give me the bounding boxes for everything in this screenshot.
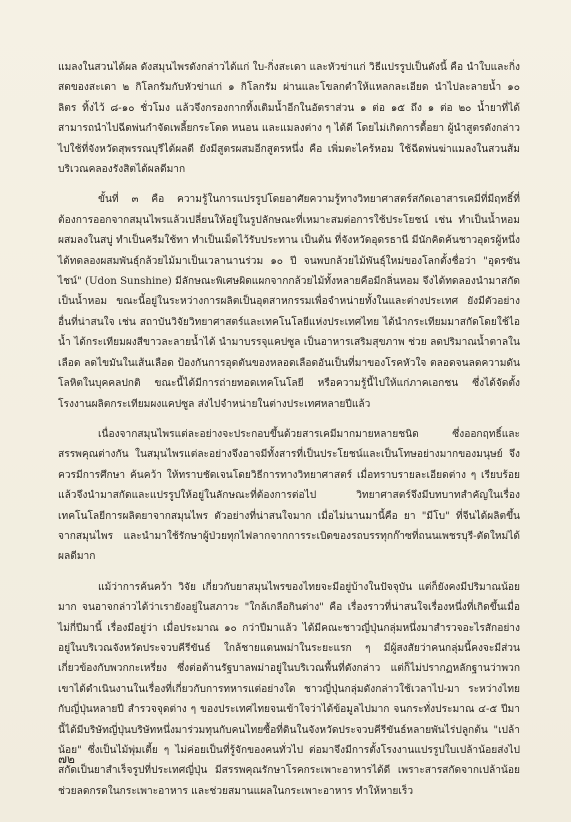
page-number: ๗๒ [58,752,75,766]
paragraph-2: ขั้นที่ ๓ คือ ความรู้ในการแปรรูปโดยอาศัยความรู้ทางวิทยาศาสตร์สกัดเอาสารเคมีที่มีฤทธิ์ที่ต้องการออกจากสมุนไพรแล้วเปลี่ยนให้อยู่ในรูปลักษณะที่เหมาะสมต่อการใช้ประโยชน์ เช่น ทำเป็นน้ำหอมผสมลงในสบู่ ทำเป็นครีมใช้ทา ทำเป็นเม็ดไว้รับประทาน เป็นต้น ที่จังหวัดอุดรธานี มีนักคิดค้นชาวอุดรผู้หนึ่งได้ทดลองผสมพันธุ์กล้วยไม้มาเป็นเวลานานร่วม ๑๐ ปี จนพบกล้วยไม้พันธุ์ใหม่ของโลกตั้งชื่อว่า "อุดรซันไชน์" (Udon Sunshine) มีลักษณะพิเศษผิดแผกจากกล้วยไม้ทั้งหลายคือมีกลิ่นหอม จึงได้ทดลองนำมาสกัดเป็นน้ำหอม ขณะนี้อยู่ในระหว่างการผลิตเป็นอุตสาหกรรมเพื่อจำหน่ายทั้งในและต่างประเทศ ยังมีตัวอย่างอื่นที่น่าสนใจ เช่น สถาบันวิจัยวิทยาศาสตร์และเทคโนโลยีแห่งประเทศไทย ได้นำกระเทียมมาสกัดโดยใช้ไอน้ำ ได้กระเทียมผงสีขาวละลายน้ำได้ นำมาบรรจุแคปซูล เป็นอาหารเสริมสุขภาพ ช่วย ลดปริมาณน้ำตาลในเลือด ลดไขมันในเส้นเลือด ป้องกันการอุดตันของหลอดเลือดอันเป็นที่มาของโรคหัวใจ ตลอดจนลดความดันโลหิตในบุคคลปกติ ขณะนี้ได้มีการถ่ายทอดเทคโนโลยี หรือความรู้นี้ไปให้แก่ภาคเอกชน ซึ่งได้จัดตั้งโรงงานผลิตกระเทียมผงแคปซูล ส่งไปจำหน่ายในต่างประเทศหลายปีแล้ว [58,194,520,410]
paragraph-4: แม้ว่าการค้นคว้า วิจัย เกี่ยวกับยาสมุนไพรของไทยจะมีอยู่บ้างในปัจจุบัน แต่ก็ยังคงมีปริมาณน้อยมาก จนอาจกล่าวได้ว่าเรายังอยู่ในสภาวะ "ใกล้เกลือกินด่าง" คือ เรื่องราวที่น่าสนใจเรื่องหนึ่งที่เกิดขึ้นเมื่อไม่กี่ปีมานี้ เรื่องมีอยู่ว่า เมื่อประมาณ ๑๐ กว่าปีมาแล้ว ได้มีคณะชาวญี่ปุ่นกลุ่มหนึ่งมาสำรวจอะไรสักอย่างอยู่ในบริเวณจังหวัดประจวบคีรีขันธ์ ใกล้ชายแดนพม่าในระยะแรก ๆ มีผู้สงสัยว่าคนกลุ่มนี้คงจะมีส่วนเกี่ยวข้องกับพวกกะเหรี่ยง ซึ่งต่อต้านรัฐบาลพม่าอยู่ในบริเวณพื้นที่ดังกล่าว แต่ก็ไม่ปรากฏหลักฐานว่าพวกเขาได้ดำเนินงานในเรื่องที่เกี่ยวกับการทหารแต่อย่างใด ชาวญี่ปุ่นกลุ่มดังกล่าวใช้เวลาไป-มา ระหว่างไทยกับญี่ปุ่นหลายปี สำรวจจุดต่าง ๆ ของประเทศไทยจนเข้าใจว่าได้ข้อมูลไปมาก จนกระทั่งประมาณ ๔-๕ ปีมานี้ได้มีบริษัทญี่ปุ่นบริษัทหนึ่งมาร่วมทุนกับคนไทยซื้อที่ดินในจังหวัดประจวบคีรีขันธ์หลายพันไร่ปลูกต้น "เปล้าน้อย" ซึ่งเป็นไม้พุ่มเตี้ย ๆ ไม่ค่อยเป็นที่รู้จักของคนทั่วไป ต่อมาจึงมีการตั้งโรงงานแปรรูปใบเปล้าน้อยส่งไปสกัดเป็นยาสำเร็จรูปที่ประเทศญี่ปุ่น มีสรรพคุณรักษาโรคกระเพาะอาหารได้ดี เพราะสารสกัดจากเปล้าน้อยช่วยลดกรดในกระเพาะอาหาร และช่วยสมานแผลในกระเพาะอาหาร ทำให้หายเร็ว [58,581,520,797]
paragraph-3: เนื่องจากสมุนไพรแต่ละอย่างจะประกอบขึ้นด้วยสารเคมีมากมายหลายชนิด ซึ่งออกฤทธิ์และสรรพคุณต่างกัน ในสมุนไพรแต่ละอย่างจึงอาจมีทั้งสารที่เป็นประโยชน์และเป็นโทษอย่างมากของมนุษย์ จึงควรมีการศึกษา ค้นคว้า ให้ทราบชัดเจนโดยวิธีการทางวิทยาศาสตร์ เมื่อทราบรายละเอียดต่าง ๆ เรียบร้อยแล้วจึงนำมาสกัดและแปรรูปให้อยู่ในลักษณะที่ต้องการต่อไป วิทยาศาสตร์จึงมีบทบาทสำคัญในเรื่องเทคโนโลยีการผลิตยาจากสมุนไพร ตัวอย่างที่น่าสนใจมาก เมื่อไม่นานมานี้คือ ยา "มีโบ" ที่จีนได้ผลิตขึ้นจากสมุนไพร และนำมาใช้รักษาผู้ป่วยทุกไฟลากจากการระเบิดของรถบรรทุกก๊าซที่ถนนเพชรบุรี-ตัดใหม่ได้ผลดีมาก [58,428,520,563]
paragraph-1: แมลงในสวนได้ผล ดังสมุนไพรดังกล่าวได้แก่ ใบ-กิ่งสะเดา และหัวข่าแก่ วิธีแปรรูปเป็นดังนี้ คือ นำใบและกิ่งสดของสะเดา ๒ กิโลกรัมกับหัวข่าแก่ ๑ กิโลกรัม ผ่านและโขลกตำให้แหลกละเอียด นำไปละลายน้ำ ๑๐ ลิตร ทิ้งไว้ ๘-๑๐ ชั่วโมง แล้วจึงกรองกากทิ้งเติมน้ำอีกในอัตราส่วน ๑ ต่อ ๑๕ ถึง ๑ ต่อ ๒๐ น้ำยาที่ได้สามารถนำไปฉีดพ่นกำจัดเพลี้ยกระโดด หนอน และแมลงต่าง ๆ ได้ดี โดยไม่เกิดการดื้อยา ผู้นำสูตรดังกล่าวไปใช้ที่จังหวัดสุพรรณบุรีได้ผลดี ยังมีสูตรผสมอีกสูตรหนึ่ง คือ เพิ่มตะไคร้หอม ใช้ฉีดพ่นฆ่าแมลงในสวนส้มบริเวณคลองรังสิตได้ผลดีมาก [58,62,520,176]
body-text [58,58,520,812]
